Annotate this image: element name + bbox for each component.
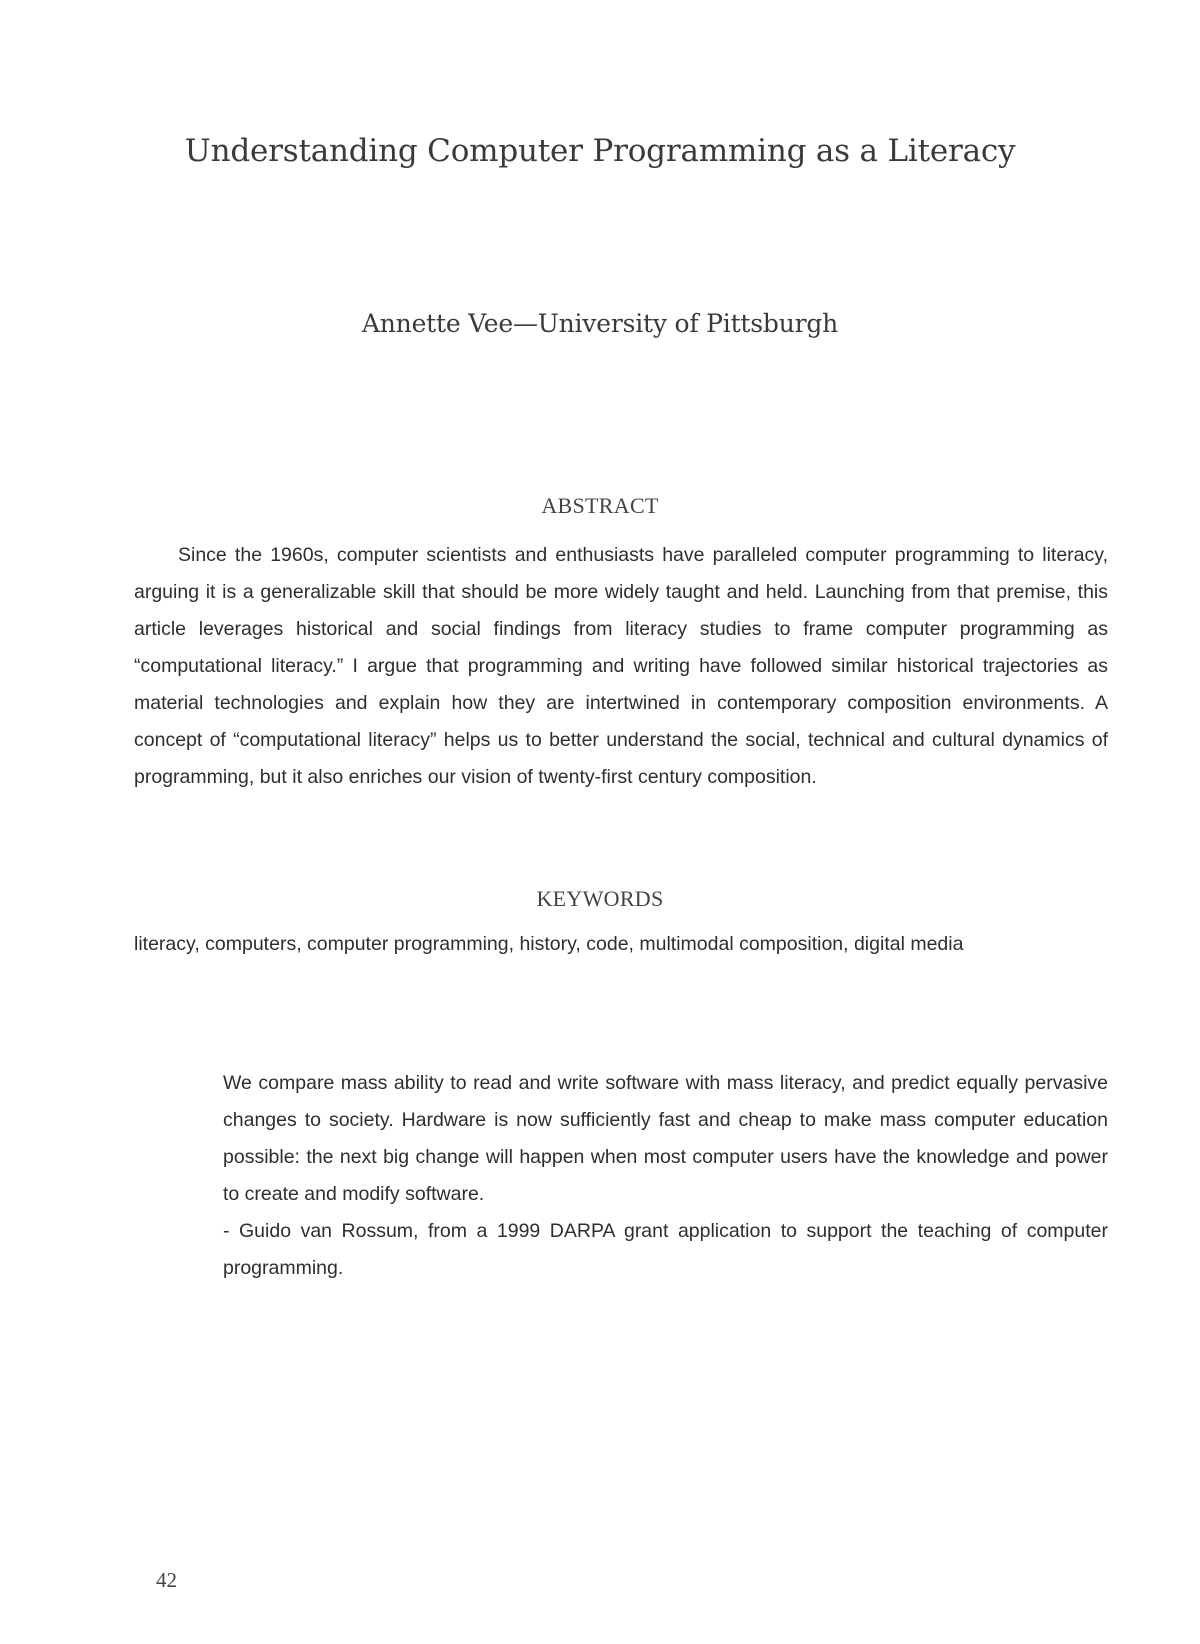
- author-byline: Annette Vee—University of Pittsburgh: [361, 309, 839, 338]
- article-title: Understanding Computer Programming as a Literacy: [184, 133, 1016, 169]
- abstract-text: Since the 1960s, computer scientists and enthusiasts have paralleled computer programming to literacy, arguing it is a generalizable skill that should be more widely taught and held. Launching from that premise, this article leverages historical and social findings from literacy studies to frame computer programming as “computational literacy.” I argue that programming and writing have followed similar historical trajectories as material technologies and explain how they are intertwined in contemporary composition environments. A concept of “computational literacy” helps us to better understand the social, technical and cultural dynamics of programming, but it also enriches our vision of twenty-first century composition.: [134, 544, 1108, 788]
- keywords-heading: KEYWORDS: [536, 886, 664, 911]
- epigraph: [223, 1065, 1108, 1287]
- epigraph-quote: We compare mass ability to read and write software with mass literacy, and predict equally pervasive changes to society. Hardware is now sufficiently fast and cheap to make mass computer education possible: the next big change will happen when most computer users have the knowledge and power to create and modify software.: [223, 1072, 1108, 1205]
- epigraph-attribution: - Guido van Rossum, from a 1999 DARPA grant application to support the teaching of computer programming.: [223, 1220, 1108, 1279]
- page-number: 42: [156, 1568, 177, 1592]
- keywords-text: literacy, computers, computer programming, history, code, multimodal composition, digital media: [134, 933, 964, 955]
- abstract-heading: ABSTRACT: [541, 493, 659, 518]
